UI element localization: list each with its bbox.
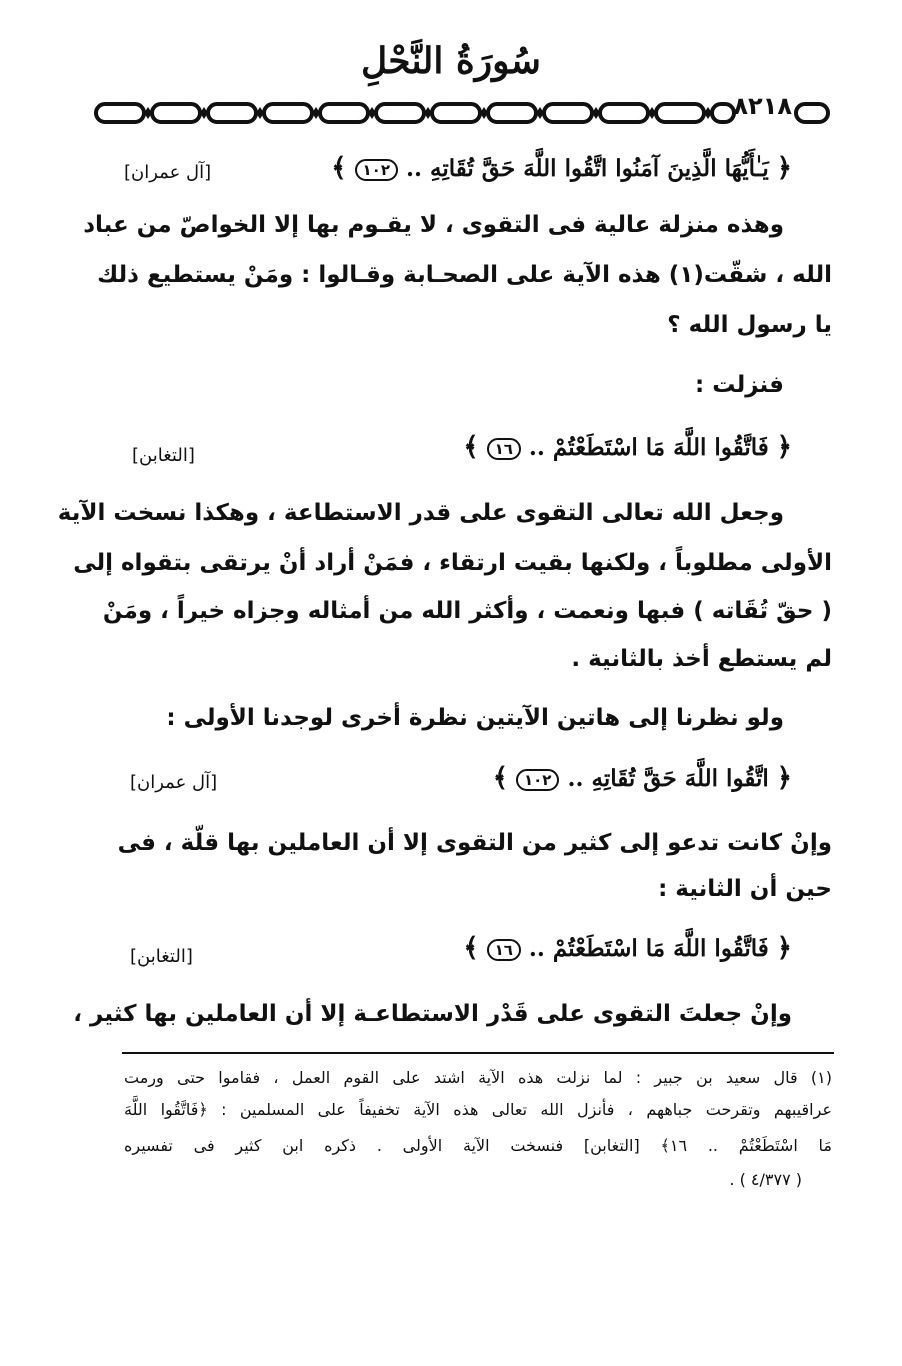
verse-number: ١٠٢: [516, 769, 559, 791]
text-line: وجعل الله تعالى التقوى على قدر الاستطاعة ، وهكذا نسخت الآية: [57, 500, 784, 526]
text-line: الله ، شقّت(١) هذه الآية على الصحـابة وقـالوا : ومَنْ يستطيع ذلك: [97, 262, 832, 288]
verse-open-bracket: ﴿: [776, 763, 792, 793]
footnote-line: (١) قال سعيد بن جبير : لما نزلت هذه الآية اشتد على القوم العمل ، فقاموا حتى ورمت: [124, 1068, 832, 1087]
text-line: الأولى مطلوباً ، ولكنها بقيت ارتقاء ، فمَنْ أراد أنْ يرتقى بتقواه إلى: [73, 550, 832, 576]
verse-text: يَـٰأَيُّهَا الَّذِينَ آمَنُوا اتَّقُوا اللَّهَ حَقَّ تُقَاتِهِ ..: [406, 155, 769, 182]
surah-reference: [التغابن]: [132, 445, 195, 466]
verse-close-bracket: ﴾: [463, 933, 479, 963]
text-line: فنزلت :: [695, 372, 784, 398]
text-line: وإنْ جعلتَ التقوى على قَدْر الاستطاعـة إلا أن العاملين بها كثير ،: [73, 1001, 792, 1027]
chain-ornament: [92, 100, 737, 126]
footnote-line: ( ٤/٣٧٧ ) .: [729, 1170, 802, 1189]
verse-open-bracket: ﴿: [776, 432, 792, 462]
text-line: ( حقّ تُقَاته ) فبها ونعمت ، وأكثر الله من أمثاله وجزاه خيراً ، ومَنْ: [102, 598, 832, 624]
verse-open-bracket: ﴿: [776, 933, 792, 963]
surah-reference: [آل عمران]: [124, 162, 212, 183]
surah-reference: [آل عمران]: [130, 772, 218, 793]
quran-verse: [331, 153, 792, 183]
footnote-divider: [122, 1052, 834, 1054]
text-line: وإنْ كانت تدعو إلى كثير من التقوى إلا أن العاملين بها قلّة ، فى: [117, 830, 832, 856]
page-number: ٨٢١٨: [733, 92, 792, 120]
verse-close-bracket: ﴾: [331, 153, 347, 183]
verse-text: فَاتَّقُوا اللَّهَ مَا اسْتَطَعْتُمْ ..: [528, 935, 769, 962]
verse-number: ١٦: [487, 939, 521, 961]
chain-end-ornament: [792, 100, 832, 126]
verse-close-bracket: ﴾: [492, 763, 508, 793]
surah-title: سُورَةُ النَّحْلِ: [361, 40, 541, 82]
verse-text: فَاتَّقُوا اللَّهَ مَا اسْتَطَعْتُمْ ..: [528, 434, 769, 461]
text-line: ولو نظرنا إلى هاتين الآيتين نظرة أخرى لوجدنا الأولى :: [166, 705, 784, 731]
verse-number: ١٦: [487, 438, 521, 460]
verse-number: ١٠٢: [355, 159, 398, 181]
quran-verse: [493, 763, 792, 793]
header-ornament-row: [92, 92, 832, 132]
text-line: حين أن الثانية :: [658, 876, 832, 902]
quran-verse: [463, 933, 792, 963]
text-line: وهذه منزلة عالية فى التقوى ، لا يقـوم بها إلا الخواصّ من عباد: [83, 212, 784, 238]
text-line: يا رسول الله ؟: [667, 312, 832, 338]
surah-reference: [التغابن]: [130, 946, 193, 967]
footnote-line: مَا اسْتَطَعْتُمْ .. ١٦﴾ [التغابن] فنسخت الآية الأولى . ذكره ابن كثير فى تفسيره: [124, 1136, 833, 1155]
text-line: لم يستطع أخذ بالثانية .: [571, 646, 832, 672]
quran-verse: [463, 432, 792, 462]
footnote-line: عراقيبهم وتقرحت جباههم ، فأنزل الله تعالى هذه الآية تخفيفاً على المسلمين : ﴿فَاتَّقُوا اللَّهَ: [124, 1100, 832, 1119]
verse-open-bracket: ﴿: [776, 153, 792, 183]
verse-close-bracket: ﴾: [463, 432, 479, 462]
verse-text: اتَّقُوا اللَّهَ حَقَّ تُقَاتِهِ ..: [567, 765, 769, 792]
